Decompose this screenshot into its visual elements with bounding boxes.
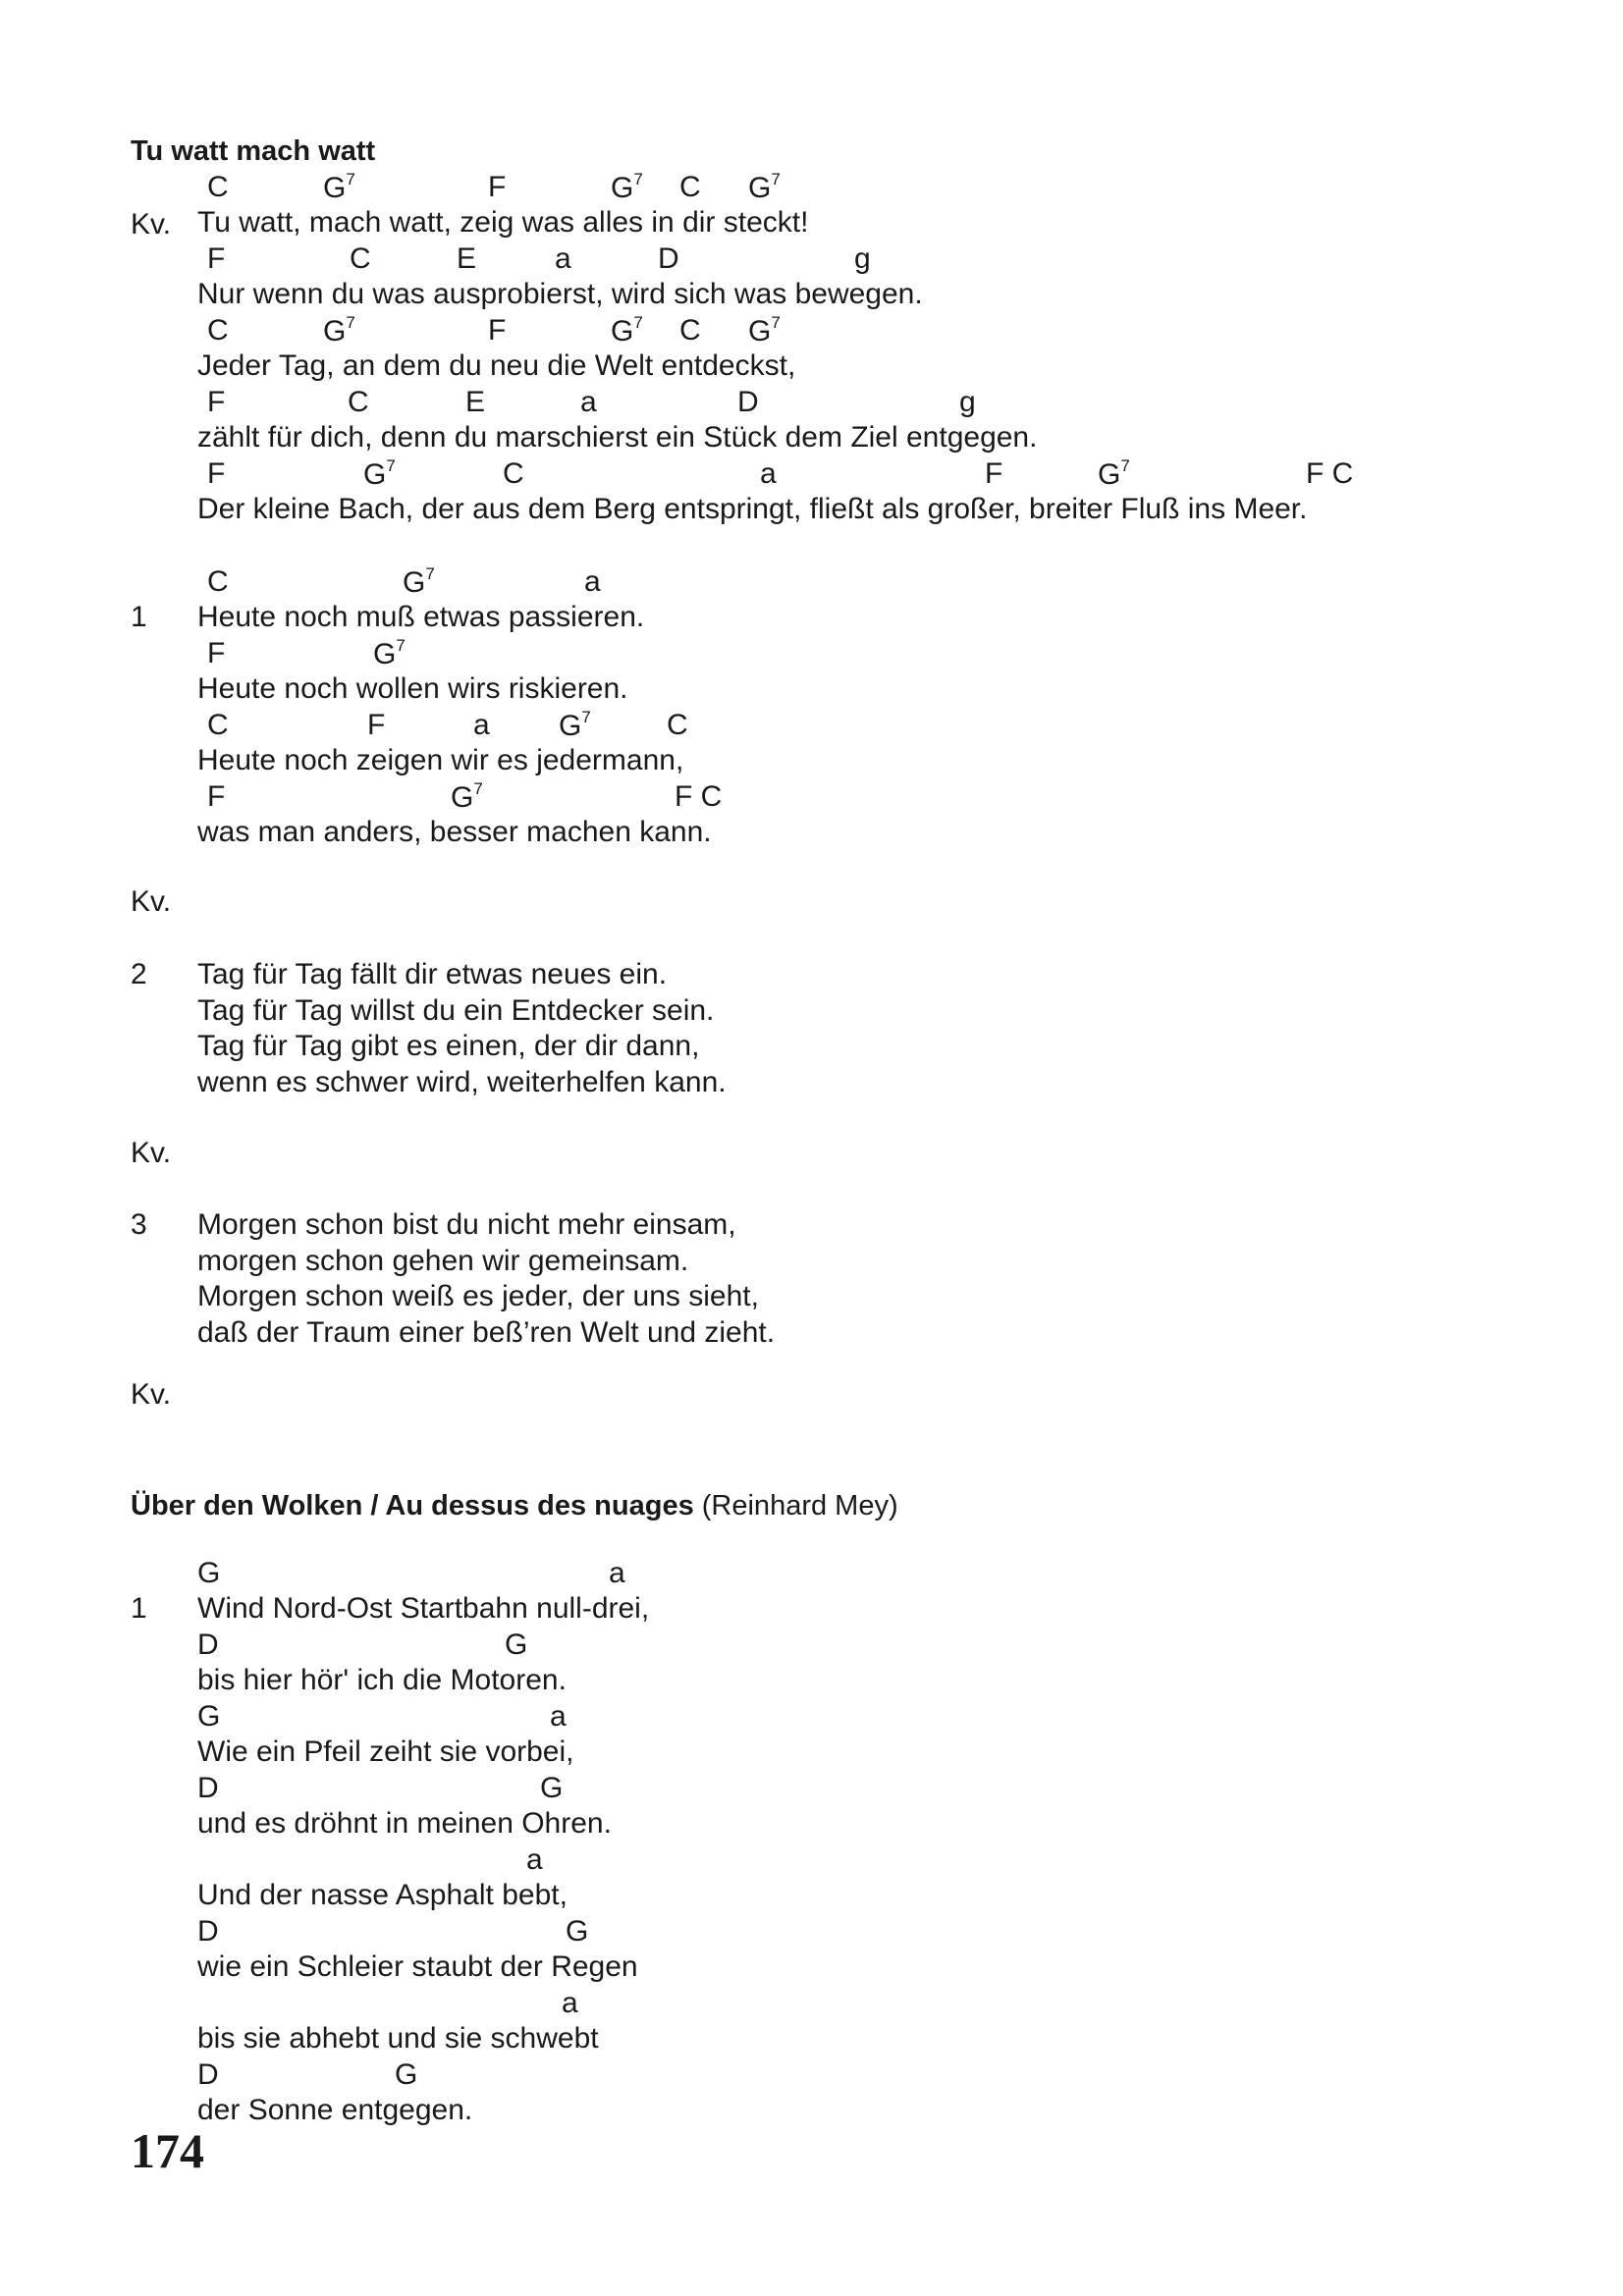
chord: $G^7$ <box>1098 456 1130 491</box>
lyric-line: Heute noch zeigen wir es jedermann, <box>197 744 684 776</box>
song-author: (Reinhard Mey) <box>701 1490 898 1522</box>
lyric-line: Morgen schon bist du nicht mehr einsam, <box>197 1208 736 1241</box>
chord-row <box>0 388 1623 419</box>
song-title-text: Über den Wolken / Au dessus des nuages <box>131 1490 694 1522</box>
chord: F <box>207 637 226 669</box>
chord-row <box>0 1559 1623 1590</box>
refrain-mark: Kv. <box>131 885 172 918</box>
chord: a <box>562 1987 578 2019</box>
lyric-line: Nur wenn du was ausprobierst, wird sich was bewegen. <box>197 278 923 310</box>
lyric-line: bis hier hör' ich die Motoren. <box>197 1664 567 1696</box>
chord: F C <box>675 780 723 813</box>
chord-row <box>0 1845 1623 1877</box>
chord: g <box>959 386 976 418</box>
chord: D <box>658 242 679 275</box>
chord: C <box>679 314 701 347</box>
lyric-line: Tag für Tag willst du ein Entdecker sein. <box>197 993 715 1027</box>
chord: C <box>207 314 229 347</box>
chord: a <box>473 709 490 741</box>
chord: $G^7$ <box>611 170 643 204</box>
chord: D <box>197 1629 219 1661</box>
lyric-line: was man anders, besser machen kann. <box>197 816 712 848</box>
chord: a <box>584 565 601 598</box>
song-title <box>131 1490 898 1522</box>
chord-row <box>0 1989 1623 2020</box>
chord: G <box>566 1915 589 1948</box>
chord: $G^7$ <box>323 170 355 204</box>
chord: $G^7$ <box>403 564 435 599</box>
lyric-line: Wie ein Pfeil zeiht sie vorbei, <box>197 1735 574 1768</box>
lyric-line: Tag für Tag fällt dir etwas neues ein. <box>197 958 668 990</box>
chord: F <box>207 386 226 418</box>
chord: a <box>760 457 777 490</box>
lyric-line: morgen schon gehen wir gemeinsam. <box>197 1244 689 1277</box>
chord: $G^7$ <box>363 456 396 491</box>
page-number: 174 <box>131 2123 204 2178</box>
lyric-line: Tag für Tag gibt es einen, der dir dann, <box>197 1030 700 1062</box>
chord: C <box>207 171 229 203</box>
chord: a <box>526 1843 543 1876</box>
chord-row <box>0 456 1623 491</box>
chord: a <box>555 242 571 275</box>
chord: F <box>207 780 226 813</box>
chord: $G^7$ <box>451 779 483 814</box>
chord: $G^7$ <box>373 636 406 670</box>
lyric-line: der Sonne entgegen. <box>197 2094 473 2126</box>
chord: $G^7$ <box>748 170 781 204</box>
chord: a <box>609 1557 625 1589</box>
chord-row <box>0 1630 1623 1662</box>
chord: E <box>457 242 477 275</box>
chord: a <box>580 386 597 418</box>
verse-number: 2 <box>131 958 147 990</box>
chord: G <box>395 2058 418 2091</box>
chord: $G^7$ <box>323 313 355 347</box>
chord: C <box>350 242 371 275</box>
chord: G <box>505 1629 528 1661</box>
verse-number: 1 <box>131 1592 147 1625</box>
chord: F <box>488 314 507 347</box>
lyric-line: Der kleine Bach, der aus dem Berg entspringt, fließt als großer, breiter Fluß ins Meer. <box>197 493 1308 525</box>
song-title <box>131 135 375 168</box>
lyric-line: Tu watt, mach watt, zeig was alles in dir steckt! <box>197 206 809 239</box>
chord: C <box>207 709 229 741</box>
chord: D <box>197 1915 219 1948</box>
chord-row <box>0 564 1623 599</box>
chord: D <box>737 386 759 418</box>
chord: $G^7$ <box>748 313 781 347</box>
chord-row <box>0 244 1623 276</box>
chord-row <box>0 1774 1623 1805</box>
chord-row <box>0 1702 1623 1734</box>
chord-row <box>0 636 1623 670</box>
lyric-line: wenn es schwer wird, weiterhelfen kann. <box>197 1065 727 1098</box>
chord: F C <box>1306 457 1354 490</box>
chord: C <box>503 457 524 490</box>
lyric-line: Heute noch wollen wirs riskieren. <box>197 672 628 705</box>
refrain-mark: Kv. <box>131 1378 172 1411</box>
verse-number: 1 <box>131 601 147 633</box>
chord-row <box>0 1917 1623 1949</box>
chord: F <box>207 457 226 490</box>
chord: C <box>679 171 701 203</box>
chord: G <box>540 1772 564 1804</box>
lyric-line: wie ein Schleier staubt der Regen <box>197 1950 638 1983</box>
chord-row <box>0 708 1623 742</box>
chord-row <box>0 2060 1623 2092</box>
lyric-line: Morgen schon weiß es jeder, der uns sieht, <box>197 1280 759 1312</box>
chord: $G^7$ <box>559 708 591 742</box>
chord-row <box>0 170 1623 204</box>
chord: F <box>985 457 1003 490</box>
chord: D <box>197 1772 219 1804</box>
chord: F <box>207 242 226 275</box>
chord: a <box>550 1700 567 1733</box>
chord: G <box>197 1557 221 1589</box>
chord: C <box>207 565 229 598</box>
chord: G <box>197 1700 221 1733</box>
chord: C <box>667 709 688 741</box>
chord: D <box>197 2058 219 2091</box>
lyric-line: Und der nasse Asphalt bebt, <box>197 1879 568 1911</box>
lyric-line: daß der Traum einer beß’ren Welt und zieht. <box>197 1315 776 1349</box>
lyric-line: Wind Nord-Ost Startbahn null-drei, <box>197 1592 650 1625</box>
chord: $G^7$ <box>611 313 643 347</box>
chord-row <box>0 313 1623 347</box>
refrain-mark: Kv. <box>131 1137 172 1169</box>
chord-row <box>0 779 1623 814</box>
verse-number: 3 <box>131 1208 147 1241</box>
chord: F <box>488 171 507 203</box>
lyric-line: zählt für dich, denn du marschierst ein Stück dem Ziel entgegen. <box>197 421 1038 454</box>
lyric-line: und es dröhnt in meinen Ohren. <box>197 1807 612 1840</box>
chord: g <box>854 242 871 275</box>
lyric-line: bis sie abhebt und sie schwebt <box>197 2022 599 2055</box>
chorus-label: Kv. <box>131 208 172 240</box>
chord: F <box>367 709 386 741</box>
chord: C <box>348 386 369 418</box>
chord: E <box>465 386 486 418</box>
lyric-line: Heute noch muß etwas passieren. <box>197 601 645 633</box>
lyric-line: Jeder Tag, an dem du neu die Welt entdeckst, <box>197 349 796 382</box>
song-title-text: Tu watt mach watt <box>131 135 376 167</box>
